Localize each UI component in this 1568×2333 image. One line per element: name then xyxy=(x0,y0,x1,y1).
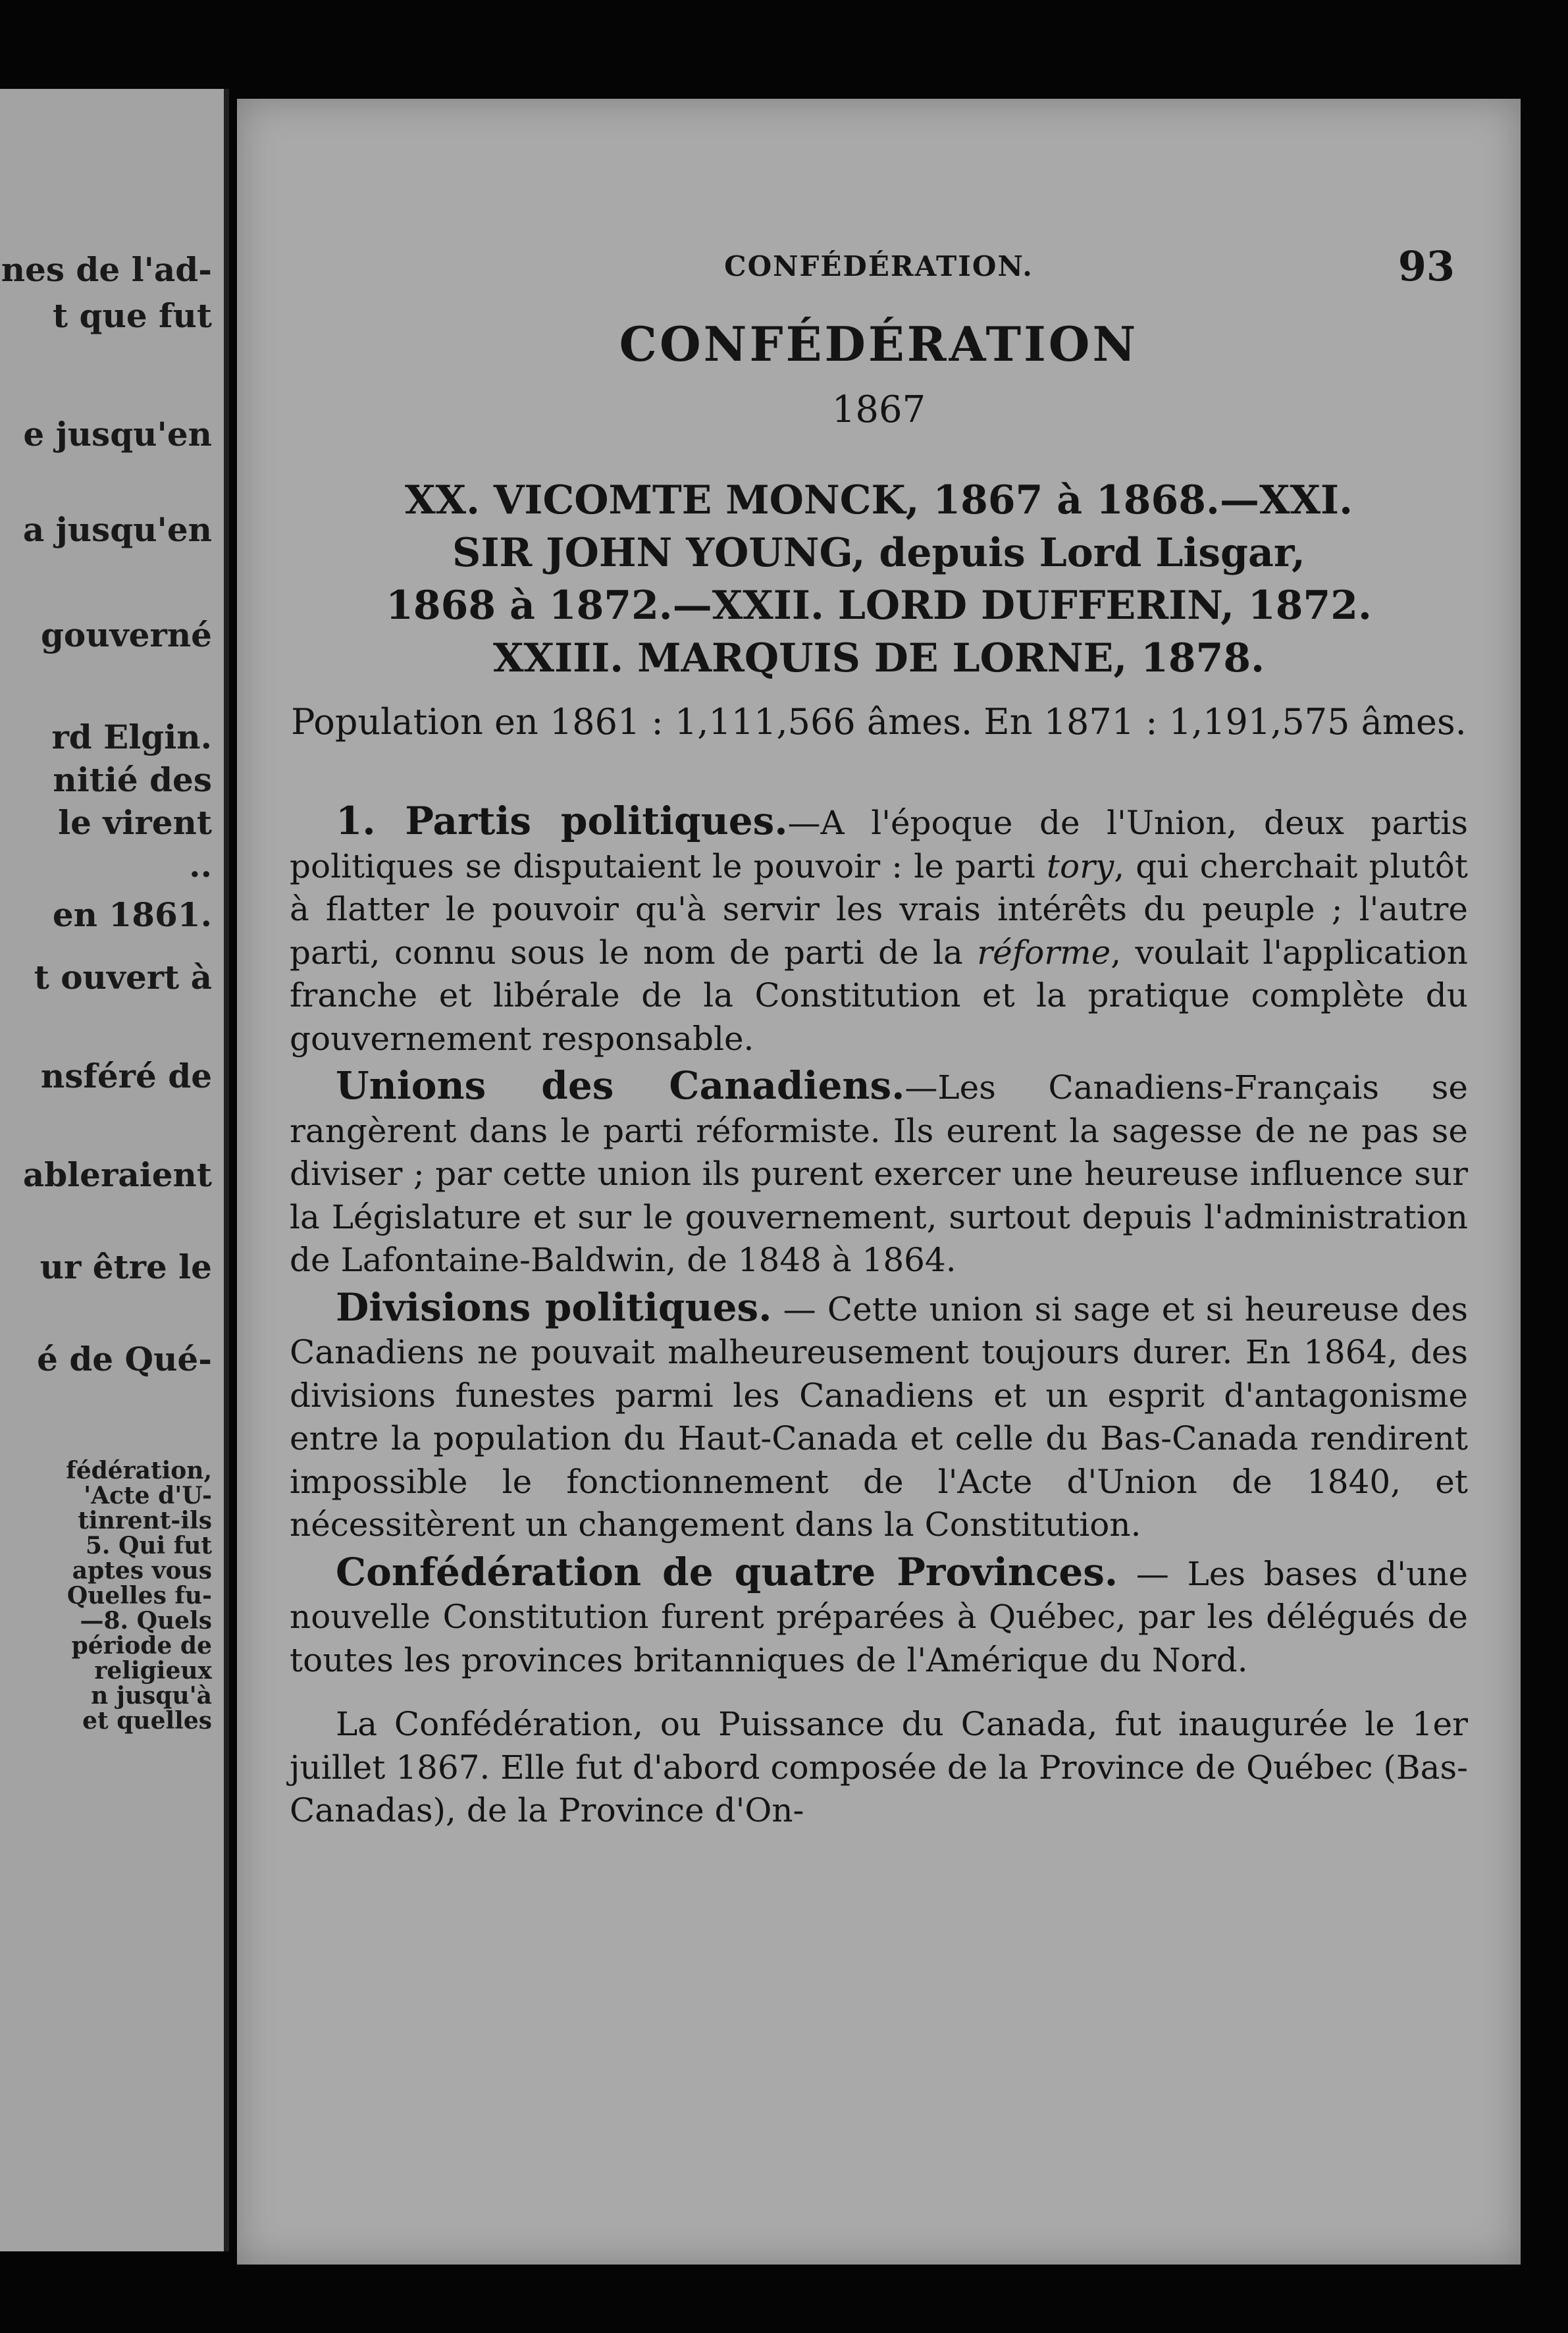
paragraph-text: , voulait l'application franche et libérale de la Constitution et la pratique complète du gouvernement responsable. xyxy=(290,933,1468,1058)
paragraph-unions-canadiens xyxy=(290,1064,1468,1282)
running-head: CONFÉDÉRATION. xyxy=(724,250,1033,282)
governors-line: XX. VICOMTE MONCK, 1867 à 1868.—XXI. xyxy=(405,477,1353,523)
body-text xyxy=(290,800,1468,1837)
facing-page-line: 5. Qui fut xyxy=(85,1532,212,1560)
page-number: 93 xyxy=(1398,242,1455,290)
paragraph-partis-politiques xyxy=(290,800,1468,1061)
facing-page-line: a jusqu'en xyxy=(22,510,212,549)
facing-page-line: ur être le xyxy=(39,1247,212,1286)
facing-page-line: rd Elgin. xyxy=(51,718,212,756)
population-note: Population en 1861 : 1,111,566 âmes. En 1871 : 1,191,575 âmes. xyxy=(291,701,1467,743)
facing-page-line: fédération, xyxy=(66,1457,212,1484)
facing-page-line: le virent xyxy=(58,803,212,842)
facing-page-line: ableraient xyxy=(22,1155,212,1194)
facing-page-line: e jusqu'en xyxy=(23,415,212,454)
paragraph-inauguration xyxy=(290,1703,1468,1833)
facing-page-line: n jusqu'à xyxy=(91,1682,212,1710)
section-heading: Divisions politiques. xyxy=(336,1284,772,1330)
section-heading: Confédération de quatre Provinces. xyxy=(336,1549,1118,1594)
section-heading: 1. Partis politiques. xyxy=(336,799,788,843)
paragraph-text: La Confédération, ou Puissance du Canada, fut inaugurée le 1er juillet 1867. Elle fut d'abord composée de la Province de Québec (Bas-Canadas), de la Province d'On- xyxy=(290,1705,1468,1829)
facing-page-line: période de xyxy=(71,1632,212,1660)
facing-page-line: en 1861. xyxy=(52,895,212,934)
facing-page-line: Quelles fu- xyxy=(66,1582,212,1610)
facing-page-line: t ouvert à xyxy=(34,958,212,997)
italic-term: réforme xyxy=(977,933,1111,972)
paragraph-text: — Cette union si sage et si heureuse des Canadiens ne pouvait malheureusement toujours durer. En 1864, des divisions funestes parmi les Canadiens et un esprit d'antagonisme entre la population du Haut-Canada et celle du Bas-Canada rendirent impossible le fonctionnement de l'Acte d'Union de 1840, et nécessitèrent un changement dans la Constitution. xyxy=(290,1290,1468,1544)
section-heading: Unions des Canadiens. xyxy=(336,1063,905,1108)
facing-page-line: t que fut xyxy=(53,296,212,335)
facing-page-fragment xyxy=(0,89,229,2251)
paragraph-text: —Les Canadiens-Français se rangèrent dans le parti réformiste. Ils eurent la sagesse de ne pas se diviser ; par cette union ils purent exercer une heureuse influence sur la Législature et sur le gouvernement, surtout depuis l'administration de Lafontaine-Baldwin, de 1848 à 1864. xyxy=(290,1068,1469,1279)
governors-line: XXIII. MARQUIS DE LORNE, 1878. xyxy=(493,635,1265,681)
paragraph-divisions-politiques xyxy=(290,1286,1468,1547)
facing-page-line: nitié des xyxy=(53,760,212,799)
facing-page-line: et quelles xyxy=(82,1707,212,1735)
facing-page-line: é de Qué- xyxy=(37,1340,212,1378)
facing-page-line: gouverné xyxy=(40,616,212,654)
facing-page-line: nes de l'ad- xyxy=(1,250,212,289)
chapter-year: 1867 xyxy=(831,388,926,431)
paragraph-text: — Les bases d'une nouvelle Constitution furent préparées à Québec, par les délégués de toutes les provinces britanniques de l'Amérique du Nord. xyxy=(290,1554,1468,1679)
facing-page-line: tinrent-ils xyxy=(78,1507,212,1534)
facing-page-line: —8. Quels xyxy=(80,1607,212,1635)
italic-term: tory xyxy=(1046,847,1114,885)
paragraph-text: —A l'époque de l'Union, deux partis politiques se disputaient le pouvoir : le parti xyxy=(290,804,1468,885)
governors-line: SIR JOHN YOUNG, depuis Lord Lisgar, xyxy=(452,530,1305,576)
governors-heading xyxy=(303,474,1455,685)
facing-page-line: aptes vous xyxy=(72,1557,212,1585)
governors-line: 1868 à 1872.—XXII. LORD DUFFERIN, 1872. xyxy=(386,583,1372,629)
paragraph-text: , qui cherchait plutôt à flatter le pouvoir qu'à servir les vrais intérêts du peuple ; l'autre parti, connu sous le nom de parti de la xyxy=(290,847,1469,972)
facing-page-line: religieux xyxy=(94,1657,212,1685)
facing-page-line: nsféré de xyxy=(40,1057,212,1095)
paragraph-confederation-provinces xyxy=(290,1551,1468,1683)
book-page xyxy=(237,99,1521,2265)
chapter-title: CONFÉDÉRATION xyxy=(619,316,1139,372)
facing-page-line: .. xyxy=(189,846,212,885)
facing-page-line: 'Acte d'U- xyxy=(84,1482,212,1509)
